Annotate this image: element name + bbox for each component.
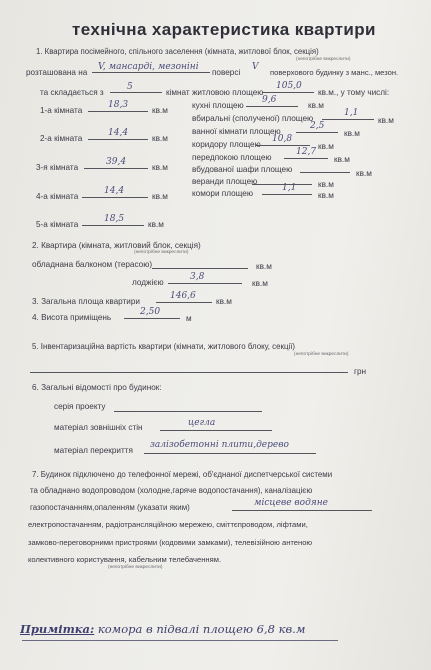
section-1-heading: 1. Квартира посімейного, спільного заселення (кімната, житлової блок, секція) [36,47,319,56]
consists-label: та складається з [40,88,104,97]
kitchen-label: кухні площею [192,101,244,110]
note-text: комора в підвалі площею 6,8 кв.м [94,622,306,636]
section-7-line-4: електропостачанням, радіотрансляційною мережею, сміттєпроводом, ліфтами, [28,520,308,529]
section-2-hint: (непотрібне викреслити) [134,250,189,255]
underline [114,411,262,412]
note-label: Примітка: [20,622,95,636]
handwritten-note [20,622,305,636]
series-label: серія проекту [54,402,106,411]
bathroom-label: ванної кімнати площею [192,127,281,136]
living-area-unit: кв.м., у тому числі: [318,88,390,97]
floor-label: поверсі [212,68,241,77]
underline [160,430,272,431]
height-value: 2,50 [140,307,161,317]
floors-value: V [252,62,259,72]
underline [124,318,180,319]
room-3-unit: кв.м [152,163,168,172]
section-2-heading: 2. Квартира (кімната, житловий блок, секція) [32,241,201,250]
toilet-value: 1,1 [344,108,359,118]
bathroom-value: 2,5 [310,121,325,131]
room-2-value: 14,4 [108,128,129,138]
room-5-value: 18,5 [104,214,125,224]
underline [322,119,374,120]
room-3-value: 39,4 [106,157,127,167]
underline [232,510,372,511]
floor-value: V, мансарді, мезоніні [98,62,199,72]
underline [156,302,212,303]
bathroom-unit: кв.м [344,129,360,138]
underline [92,72,210,73]
room-1-value: 18,3 [108,100,129,110]
living-area-value: 105,0 [276,81,302,91]
room-5-label: 5-а кімната [36,220,79,229]
corridor-label: коридору площею [192,140,261,149]
balcony-label: обладнана балконом (терасою) [32,260,153,269]
loggia-value: 3,8 [190,272,205,282]
underline [168,283,242,284]
corridor-value: 10,8 [272,134,293,144]
corridor-unit: кв.м [318,142,334,151]
section-7-hint: (непотрібне викреслити) [108,565,163,570]
underline [152,268,248,269]
underline [262,92,314,93]
located-label: розташована на [26,68,88,77]
cost-unit: грн [354,367,367,376]
loggia-unit: кв.м [252,279,268,288]
kitchen-value: 9,6 [262,95,277,105]
room-3-label: 3-я кімната [36,163,79,172]
room-1-unit: кв.м [152,106,168,115]
room-4-label: 4-а кімната [36,192,79,201]
underline [256,145,310,146]
walls-label: матеріал зовнішніх стін [54,423,143,432]
floors-label: поверхового будинку з манс., мезон. [270,68,399,77]
underline [300,172,350,173]
room-2-label: 2-а кімната [40,134,83,143]
storeroom-value: 1,1 [282,183,297,193]
section-5-hint: (непотрібне викреслити) [294,352,349,357]
height-unit: м [186,314,192,323]
kitchen-unit: кв.м [308,101,324,110]
closet-unit: кв.м [356,169,372,178]
underline [110,92,162,93]
storeroom-label: комори площею [192,189,254,198]
page-title: технічна характеристика квартири [72,20,376,39]
underline [82,197,148,198]
room-2-unit: кв.м [152,134,168,143]
underline [296,132,338,133]
section-7-line-5: замково-переговорними пристроями (кодовими замками), телевізійною антеною [28,538,313,547]
hallway-label: передпокою площею [192,153,272,162]
section-7-line-1: 7. Будинок підключено до телефонної мережі, об'єднаної диспетчерської системи [32,470,333,479]
closet-label: вбудованої шафи площею [192,165,293,174]
veranda-unit: кв.м [318,180,334,189]
balcony-unit: кв.м [256,262,272,271]
section-5-heading: 5. Інвентаризаційна вартість квартири (кімнати, житлового блоку, секції) [32,342,296,351]
section-6-heading: 6. Загальні відомості про будинок: [32,383,162,392]
underline [22,640,338,641]
underline [88,139,148,140]
heating-value: місцеве водяне [254,498,328,508]
toilet-unit: кв.м [378,116,394,125]
ceiling-value: залізобетонні плити,дерево [150,440,289,450]
section-1-hint: (непотрібне викреслити) [296,57,351,62]
underline [144,453,316,454]
underline [246,106,298,107]
underline [84,168,148,169]
underline [88,111,148,112]
section-7-line-6: колективного користування, кабельним телебаченням. [28,555,222,564]
room-1-label: 1-а кімната [40,106,83,115]
room-4-unit: кв.м [152,192,168,201]
hallway-unit: кв.м [334,155,350,164]
hallway-value: 12,7 [296,147,317,157]
total-area-value: 146,6 [170,291,196,301]
loggia-label: лоджією [132,278,164,287]
storeroom-unit: кв.м [318,191,334,200]
total-area-unit: кв.м [216,297,232,306]
room-5-unit: кв.м [148,220,164,229]
room-4-value: 14,4 [104,186,125,196]
total-area-label: 3. Загальна площа квартири [32,297,140,306]
walls-value: цегла [188,418,216,428]
veranda-label: веранди площею [192,177,258,186]
underline [262,194,312,195]
underline [284,158,328,159]
toilet-label: вбиральні (сполученої) площею [192,114,314,123]
underline [82,225,144,226]
rooms-count-value: 5 [127,82,133,92]
underline [30,372,348,373]
living-area-label: кімнат житловою площею [166,88,264,97]
ceiling-label: матеріал перекриття [54,446,133,455]
section-7-line-2: та обладнано водопроводом (холодне,гаряче водопостачання), каналізацією [30,486,313,495]
height-label: 4. Висота приміщень [32,313,112,322]
section-7-line-3: газопостачанням,опаленням (указати яким) [30,503,190,512]
